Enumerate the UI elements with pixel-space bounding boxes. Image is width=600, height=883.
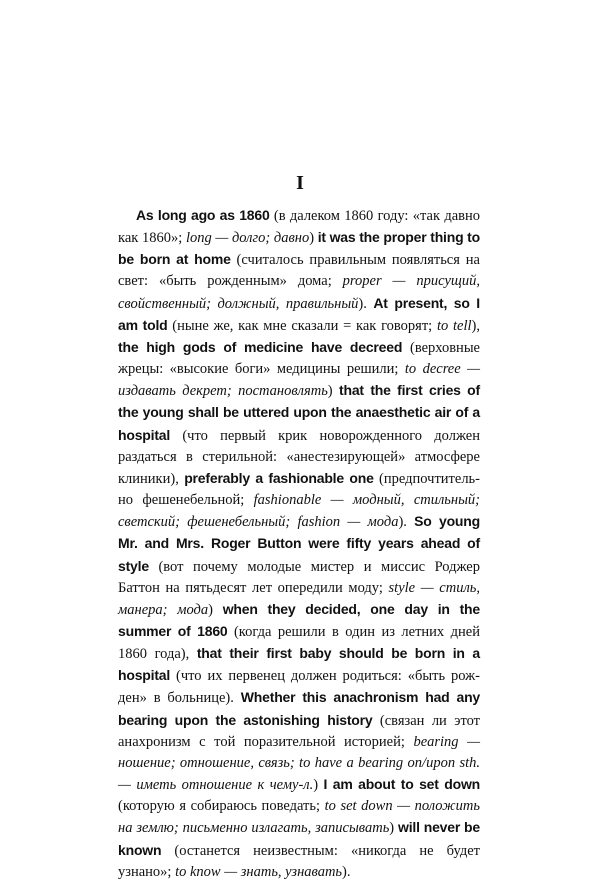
russian-translation-text: (связан ли этот анахронизм с той поразительной историей; (118, 712, 480, 750)
russian-translation-text: (вот почему молодые мистер и миссис Роджер Баттон на пятьдесят лет опередили моду; (118, 558, 480, 596)
english-original-text: As long ago as 1860 (136, 207, 270, 223)
glossary-note-text: fashionable — модный, стильный; светский; фешенебельный; fashion — мода (118, 492, 481, 531)
glossary-note-text: to set down — положить на землю; письменно излагать, записывать (118, 798, 480, 837)
russian-translation-text: (предпочтительно фешенебельной; (118, 470, 481, 509)
glossary-note-text: to tell (436, 317, 472, 334)
glossary-note-text: bearing — ношение; отношение, связь; to have a bearing on/upon sth. — иметь отношение к чему-л. (118, 733, 481, 794)
russian-translation-text: (считалось правильным появляться на свет: «быть рожденным» дома; (118, 252, 480, 290)
glossary-note-text: to know — знать, узнавать (175, 863, 343, 880)
russian-translation-text: ) (327, 383, 340, 400)
russian-translation-text: ) (208, 601, 223, 618)
chapter-numeral: I (296, 172, 304, 194)
english-original-text: it was the proper thing to be born at home (118, 229, 480, 268)
russian-translation-text: ). (358, 295, 374, 312)
english-original-text: So young Mr. and Mrs. Roger Button were fifty years ahead of style (118, 513, 480, 574)
english-original-text: that their first baby should be born in a hospital (118, 645, 481, 684)
english-original-text: At present, so I am told (118, 294, 480, 333)
glossary-note-text: style — стиль, манера; мода (118, 579, 480, 618)
english-original-text: when they decided, one day in the summer of 1860 (118, 600, 480, 639)
russian-translation-text: ), (471, 317, 480, 334)
english-original-text: the high gods of medicine have decreed (118, 338, 403, 355)
bilingual-paragraph (118, 205, 480, 883)
russian-translation-text: (в далеком 1860 году: «так давно как 1860»; (118, 208, 481, 247)
russian-translation-text: ) (389, 820, 399, 837)
russian-translation-text: ) (313, 777, 324, 794)
russian-translation-text: (останется неизвестным: «никогда не будет узнано»; (118, 842, 480, 880)
english-original-text: preferably a fashionable one (184, 469, 374, 486)
russian-translation-text: (когда решили в один из летних дней 1860 года), (118, 623, 480, 663)
english-original-text: Whether this anachronism had any bearing upon the astonishing history (118, 689, 481, 728)
english-original-text: will never be known (118, 819, 480, 858)
russian-translation-text: (что их первенец должен родиться: «быть рожден» в больнице). (118, 668, 480, 707)
glossary-note-text: to decree — издавать декрет; постановлять (118, 361, 480, 400)
russian-translation-text: (что первый крик новорожденного должен раздаться в стерильной: «анестезирующей» атмосфере клиники), (118, 427, 480, 487)
glossary-note-text: proper — присущий, свойственный; должный, правильный (118, 273, 480, 312)
russian-translation-text: (которую я собираюсь поведать; (118, 798, 325, 815)
glossary-note-text: long — долго; давно (185, 230, 310, 247)
english-original-text: that the first cries of the young shall be uttered upon the anaesthetic air of a hospital (118, 382, 480, 443)
russian-translation-text: ) (309, 230, 318, 247)
russian-translation-text: ). (398, 514, 415, 531)
russian-translation-text: (ныне же, как мне сказали = как говорят; (167, 317, 437, 334)
russian-translation-text: ). (342, 863, 351, 880)
english-original-text: I am about to set down (323, 776, 480, 793)
russian-translation-text: (верховные жрецы: «высокие боги» медицины решили; (118, 339, 480, 378)
